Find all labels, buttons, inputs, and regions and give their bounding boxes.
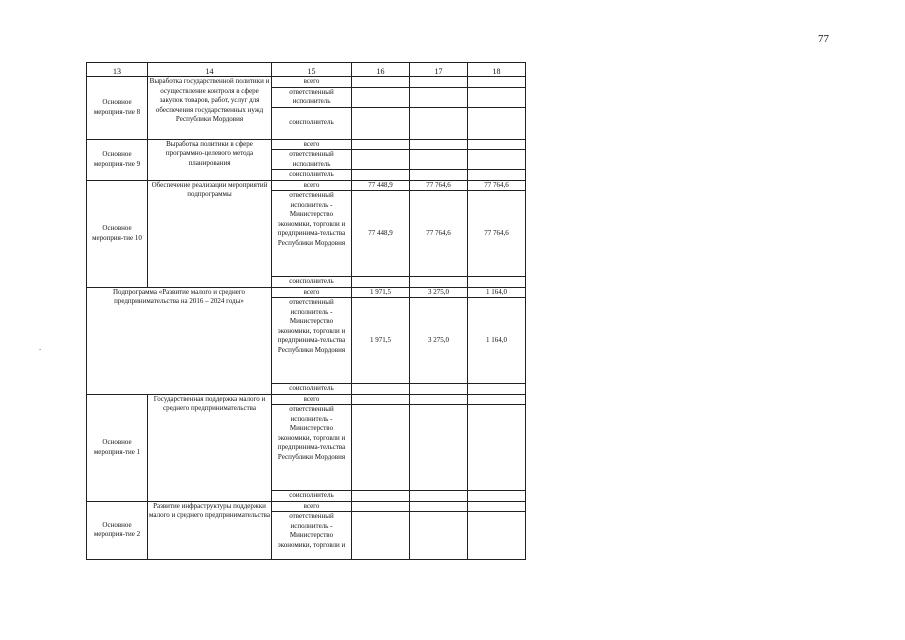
value-cell: 77 764,6 bbox=[410, 180, 468, 191]
value-cell: 77 764,6 bbox=[410, 191, 468, 277]
value-cell: 1 164,0 bbox=[468, 298, 526, 384]
value-cell bbox=[352, 501, 410, 512]
value-cell: 77 448,9 bbox=[352, 191, 410, 277]
role-cell: всего bbox=[272, 139, 352, 150]
measure-description: Выработка политики в сфере программно-целевого метода планирования bbox=[148, 139, 272, 180]
value-cell bbox=[410, 170, 468, 181]
value-cell: 3 275,0 bbox=[410, 298, 468, 384]
table-row bbox=[87, 501, 526, 512]
role-cell: ответственный исполнитель - Министерство экономики, торговли и предпринима-тельства Республики Мордовия bbox=[272, 298, 352, 384]
value-cell bbox=[410, 405, 468, 491]
value-cell bbox=[352, 277, 410, 288]
value-cell bbox=[468, 107, 526, 139]
value-cell bbox=[410, 87, 468, 107]
value-cell bbox=[468, 405, 526, 491]
measure-label: Основное мероприя-тие 1 bbox=[87, 394, 148, 501]
role-cell: всего bbox=[272, 501, 352, 512]
value-cell bbox=[468, 277, 526, 288]
value-cell bbox=[468, 384, 526, 395]
page-number: 77 bbox=[818, 33, 829, 45]
value-cell bbox=[468, 139, 526, 150]
value-cell: 77 764,6 bbox=[468, 191, 526, 277]
header-cell: 14 bbox=[148, 63, 272, 77]
program-table bbox=[86, 62, 526, 560]
header-cell: 18 bbox=[468, 63, 526, 77]
value-cell bbox=[410, 107, 468, 139]
value-cell bbox=[410, 150, 468, 170]
value-cell bbox=[410, 512, 468, 560]
value-cell bbox=[410, 384, 468, 395]
value-cell bbox=[352, 77, 410, 88]
value-cell bbox=[468, 512, 526, 560]
header-cell: 16 bbox=[352, 63, 410, 77]
value-cell bbox=[352, 384, 410, 395]
value-cell bbox=[352, 139, 410, 150]
value-cell: 77 764,6 bbox=[468, 180, 526, 191]
role-cell: всего bbox=[272, 180, 352, 191]
value-cell bbox=[352, 170, 410, 181]
role-cell: соисполнитель bbox=[272, 277, 352, 288]
value-cell bbox=[468, 170, 526, 181]
measure-description: Государственная поддержка малого и среднего предпринимательства bbox=[148, 394, 272, 501]
stray-mark: - bbox=[39, 345, 42, 353]
table-row bbox=[87, 139, 526, 150]
header-cell: 13 bbox=[87, 63, 148, 77]
value-cell bbox=[410, 394, 468, 405]
table-row bbox=[87, 287, 526, 298]
role-cell: всего bbox=[272, 77, 352, 88]
value-cell bbox=[352, 107, 410, 139]
table-header-row bbox=[87, 63, 526, 77]
value-cell: 1 164,0 bbox=[468, 287, 526, 298]
role-cell: соисполнитель bbox=[272, 107, 352, 139]
role-cell: соисполнитель bbox=[272, 170, 352, 181]
measure-label: Основное мероприя-тие 9 bbox=[87, 139, 148, 180]
role-cell: всего bbox=[272, 394, 352, 405]
table-row bbox=[87, 180, 526, 191]
value-cell bbox=[352, 87, 410, 107]
value-cell bbox=[352, 491, 410, 502]
value-cell bbox=[410, 139, 468, 150]
measure-description: Выработка государственной политики и осуществление контроля в сфере закупок товаров, работ, услуг для обеспечения государственных нужд Республики Мордовия bbox=[148, 77, 272, 140]
measure-label: Основное мероприя-тие 2 bbox=[87, 501, 148, 560]
header-cell: 17 bbox=[410, 63, 468, 77]
role-cell: ответственный исполнитель - Министерство экономики, торговли и предпринима-тельства Республики Мордовия bbox=[272, 191, 352, 277]
role-cell: ответственный исполнитель bbox=[272, 150, 352, 170]
table-row bbox=[87, 77, 526, 88]
measure-label: Основное мероприя-тие 10 bbox=[87, 180, 148, 287]
value-cell: 1 971,5 bbox=[352, 298, 410, 384]
role-cell: ответственный исполнитель bbox=[272, 87, 352, 107]
value-cell bbox=[410, 501, 468, 512]
role-cell: соисполнитель bbox=[272, 384, 352, 395]
measure-description: Обеспечение реализации мероприятий подпрограммы bbox=[148, 180, 272, 287]
role-cell: всего bbox=[272, 287, 352, 298]
value-cell bbox=[352, 150, 410, 170]
value-cell bbox=[468, 87, 526, 107]
table-row bbox=[87, 394, 526, 405]
measure-label: Основное мероприя-тие 8 bbox=[87, 77, 148, 140]
value-cell bbox=[468, 77, 526, 88]
measure-description: Развитие инфраструктуры поддержки малого и среднего предпринимательства bbox=[148, 501, 272, 560]
value-cell bbox=[468, 501, 526, 512]
role-cell: соисполнитель bbox=[272, 491, 352, 502]
value-cell bbox=[352, 512, 410, 560]
header-cell: 15 bbox=[272, 63, 352, 77]
role-cell: ответственный исполнитель - Министерство экономики, торговли и предпринима-тельства Республики Мордовия bbox=[272, 405, 352, 491]
value-cell: 3 275,0 bbox=[410, 287, 468, 298]
role-cell: ответственный исполнитель - Министерство экономики, торговли и bbox=[272, 512, 352, 560]
value-cell bbox=[468, 394, 526, 405]
value-cell: 1 971,5 bbox=[352, 287, 410, 298]
subprogram-description: Подпрограмма «Развитие малого и среднего предпринимательства на 2016 – 2024 годы» bbox=[87, 287, 272, 394]
value-cell bbox=[352, 394, 410, 405]
value-cell bbox=[410, 491, 468, 502]
value-cell bbox=[410, 277, 468, 288]
value-cell bbox=[468, 491, 526, 502]
value-cell bbox=[468, 150, 526, 170]
value-cell bbox=[410, 77, 468, 88]
value-cell bbox=[352, 405, 410, 491]
value-cell: 77 448,9 bbox=[352, 180, 410, 191]
